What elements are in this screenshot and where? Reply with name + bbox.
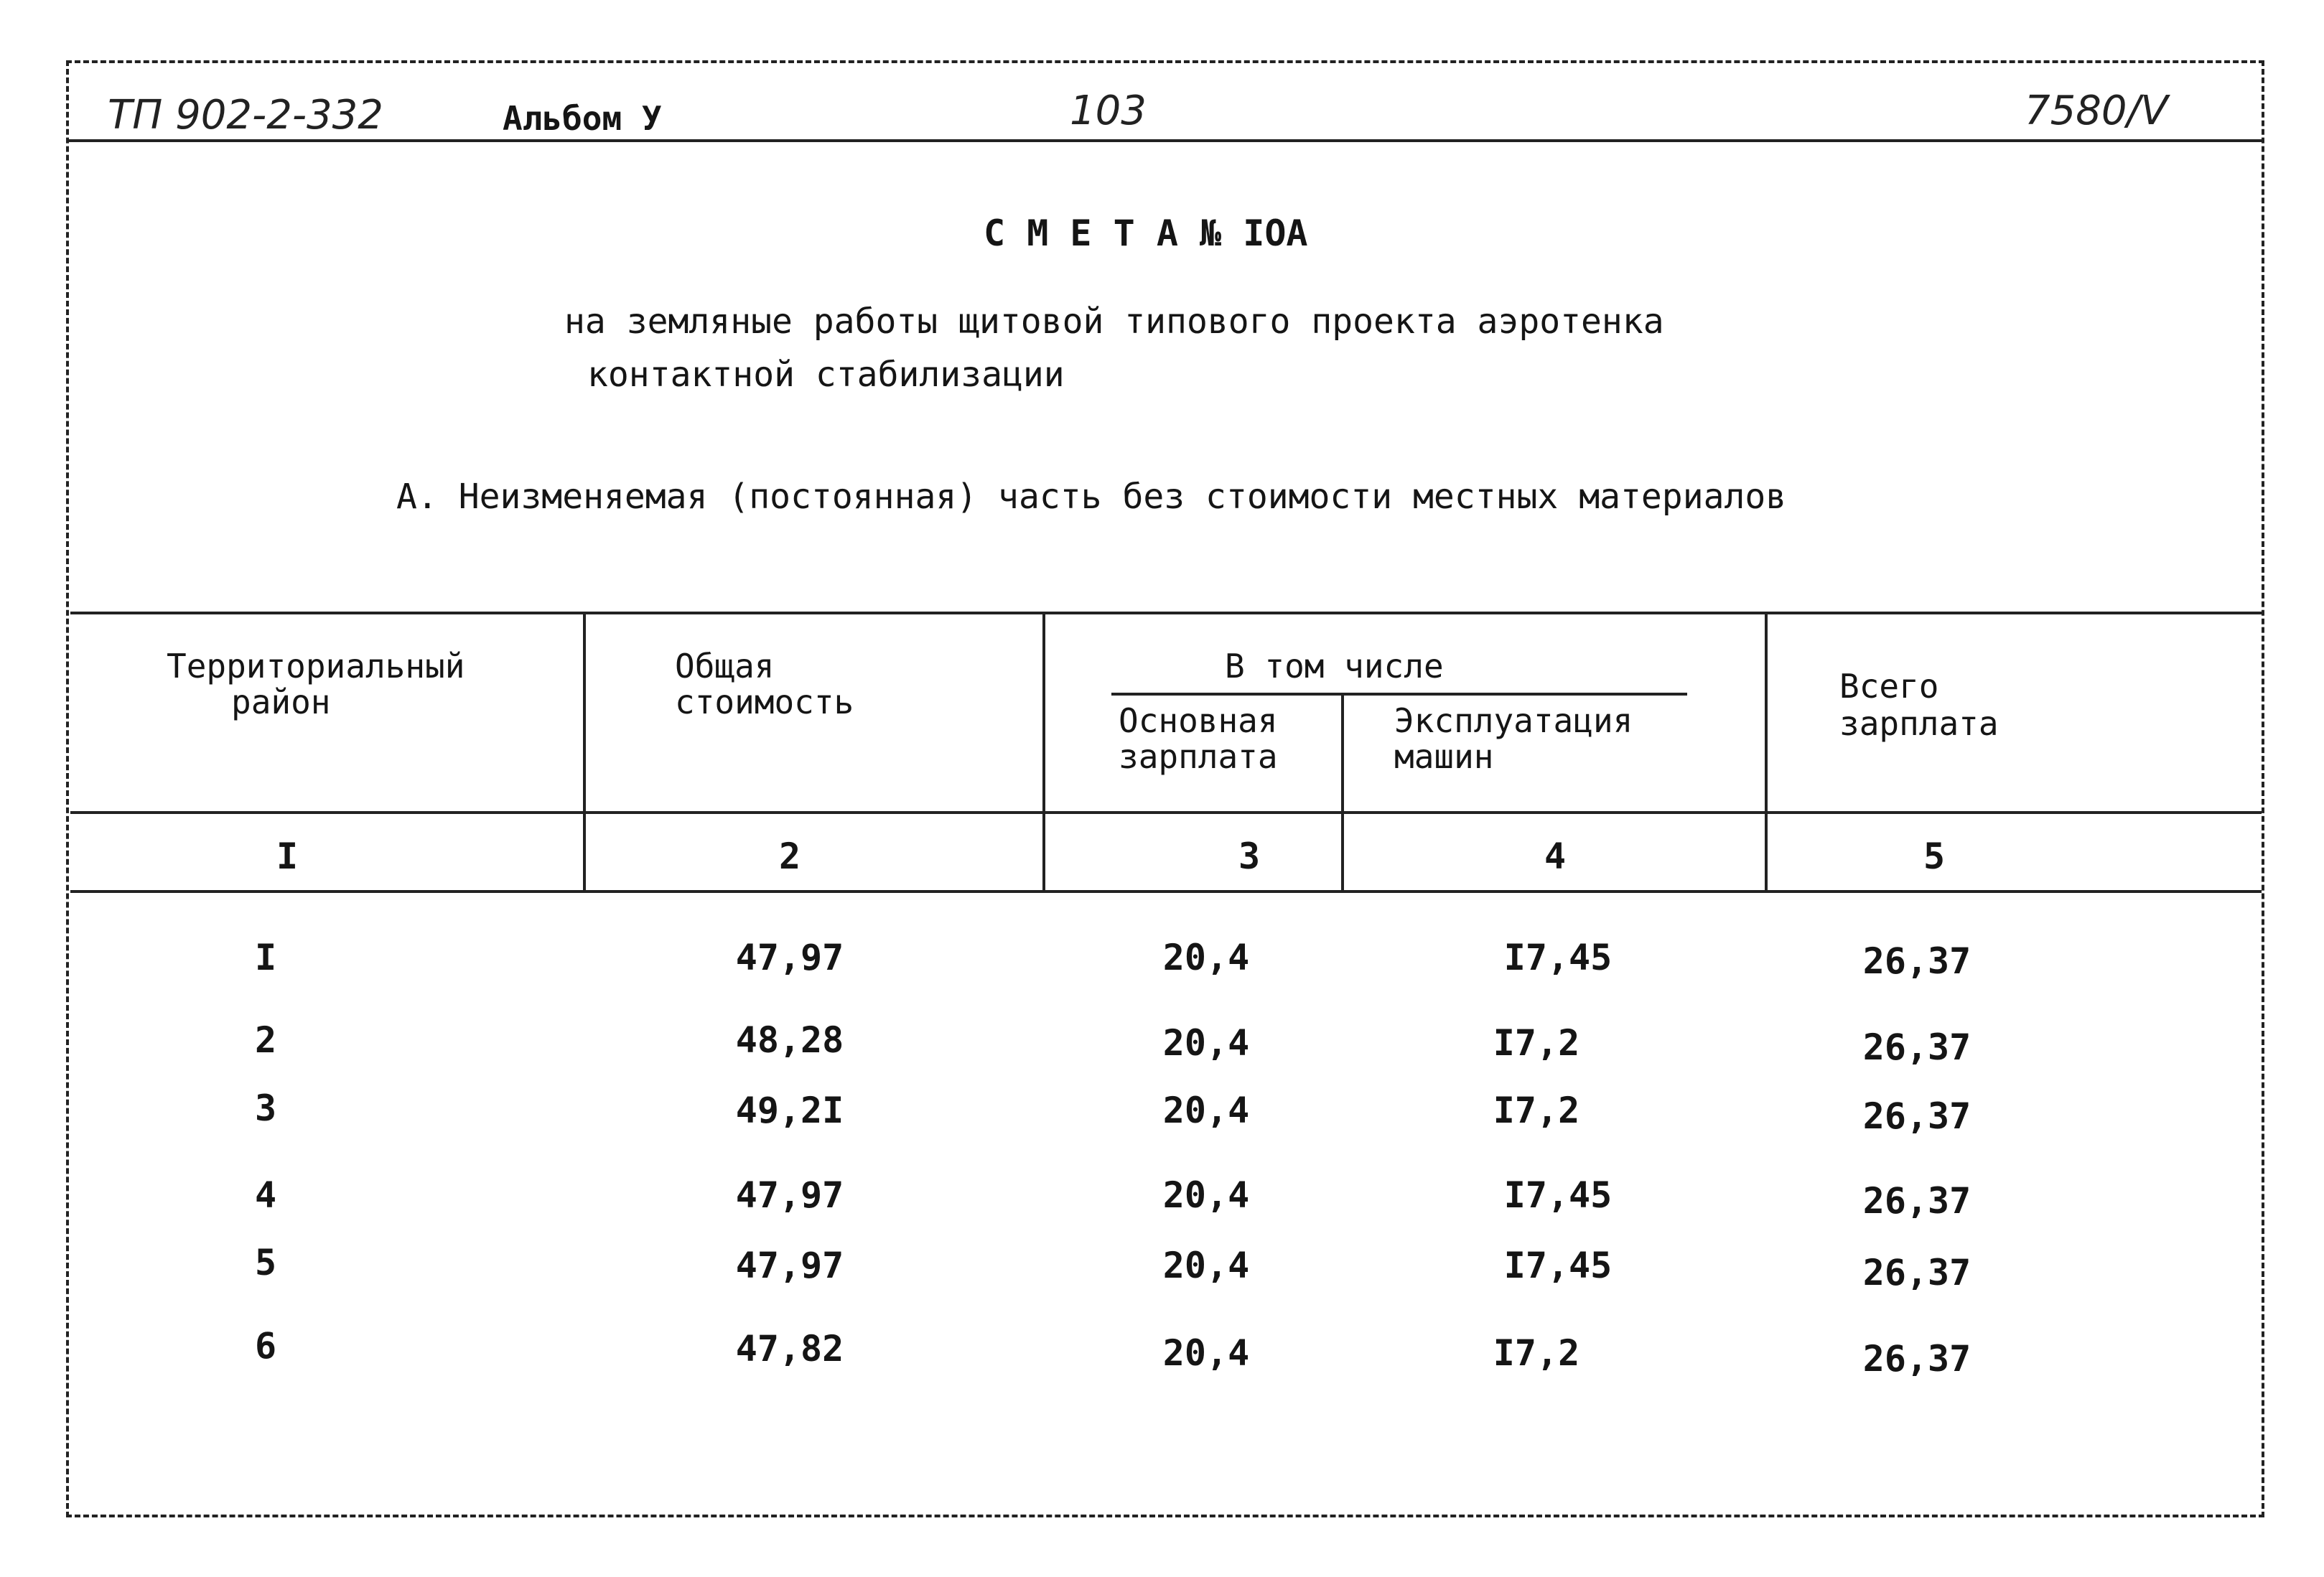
table-cell-total-wage: 26,37 — [1862, 1180, 1971, 1222]
header-machines-line1: Эксплуатация — [1394, 701, 1633, 740]
table-cell-total: 47,97 — [735, 937, 844, 978]
frame-left-border — [66, 60, 69, 1517]
table-cell-basic-wage: 20,4 — [1162, 1332, 1250, 1374]
table-cell-basic-wage: 20,4 — [1162, 1174, 1250, 1216]
table-cell-total: 48,28 — [735, 1019, 844, 1061]
header-total-line2: стоимость — [675, 683, 854, 721]
doc-code: ТП 902-2-332 — [108, 92, 383, 139]
header-group-label: В том числе — [1225, 647, 1444, 685]
table-cell-machines: I7,45 — [1503, 937, 1613, 978]
table-cell-basic-wage: 20,4 — [1162, 1245, 1250, 1286]
header-basic-wage-line2: зарплата — [1119, 737, 1278, 776]
page-number: 103 — [1070, 88, 1147, 134]
header-total-wage-line1: Всего — [1839, 667, 1939, 706]
column-divider-1 — [583, 612, 586, 892]
table-cell-total: 49,2I — [735, 1090, 844, 1131]
subtitle-line-1: на земляные работы щитовой типового проекта аэротенка — [564, 301, 1664, 342]
frame-top-border — [66, 60, 2264, 63]
header-basic-wage-line1: Основная — [1119, 701, 1278, 740]
table-cell-region: 5 — [254, 1242, 277, 1283]
sheet-code: 7580/V — [2025, 88, 2168, 134]
header-bottom-rule — [70, 811, 2262, 814]
header-region-line2: район — [231, 683, 331, 721]
table-cell-basic-wage: 20,4 — [1162, 1090, 1250, 1131]
table-cell-total: 47,97 — [735, 1174, 844, 1216]
album-label: Альбом У — [503, 99, 662, 138]
table-cell-total-wage: 26,37 — [1862, 1095, 1971, 1137]
table-top-rule — [70, 612, 2262, 614]
number-row-bottom-rule — [70, 890, 2262, 893]
column-number: 4 — [1544, 836, 1567, 877]
subtitle-line-2: контактной стабилизации — [587, 355, 1065, 395]
header-rule — [66, 139, 2264, 142]
table-cell-total-wage: 26,37 — [1862, 940, 1971, 982]
table-cell-machines: I7,2 — [1493, 1090, 1580, 1131]
header-total-line1: Общая — [675, 647, 775, 685]
table-cell-total-wage: 26,37 — [1862, 1026, 1971, 1068]
table-cell-region: 3 — [254, 1087, 277, 1129]
column-number: 2 — [778, 836, 801, 877]
header-region-line1: Территориальный — [167, 647, 465, 685]
table-cell-total-wage: 26,37 — [1862, 1338, 1971, 1380]
table-cell-region: I — [254, 937, 277, 978]
table-cell-machines: I7,45 — [1503, 1174, 1613, 1216]
table-cell-total: 47,82 — [735, 1328, 844, 1370]
table-cell-region: 6 — [254, 1325, 277, 1367]
group-underline — [1111, 693, 1687, 696]
table-cell-basic-wage: 20,4 — [1162, 1022, 1250, 1064]
header-total-wage-line2: зарплата — [1839, 704, 1999, 743]
table-cell-total: 47,97 — [735, 1245, 844, 1286]
table-cell-total-wage: 26,37 — [1862, 1252, 1971, 1293]
document-title: С М Е Т А № IОА — [984, 212, 1308, 254]
column-number: I — [276, 836, 299, 877]
table-cell-basic-wage: 20,4 — [1162, 937, 1250, 978]
column-divider-2 — [1042, 612, 1045, 892]
table-cell-machines: I7,2 — [1493, 1022, 1580, 1064]
table-cell-machines: I7,45 — [1503, 1245, 1613, 1286]
table-cell-region: 4 — [254, 1174, 277, 1216]
header-machines-line2: машин — [1394, 737, 1494, 776]
column-divider-4 — [1765, 612, 1768, 892]
column-number: 3 — [1238, 836, 1261, 877]
column-number: 5 — [1923, 836, 1946, 877]
table-cell-region: 2 — [254, 1019, 277, 1061]
frame-right-border — [2262, 60, 2264, 1517]
column-divider-3 — [1341, 693, 1344, 892]
section-heading: А. Неизменяемая (постоянная) часть без стоимости местных материалов — [396, 477, 1787, 517]
table-cell-machines: I7,2 — [1493, 1332, 1580, 1374]
frame-bottom-border — [66, 1515, 2264, 1517]
